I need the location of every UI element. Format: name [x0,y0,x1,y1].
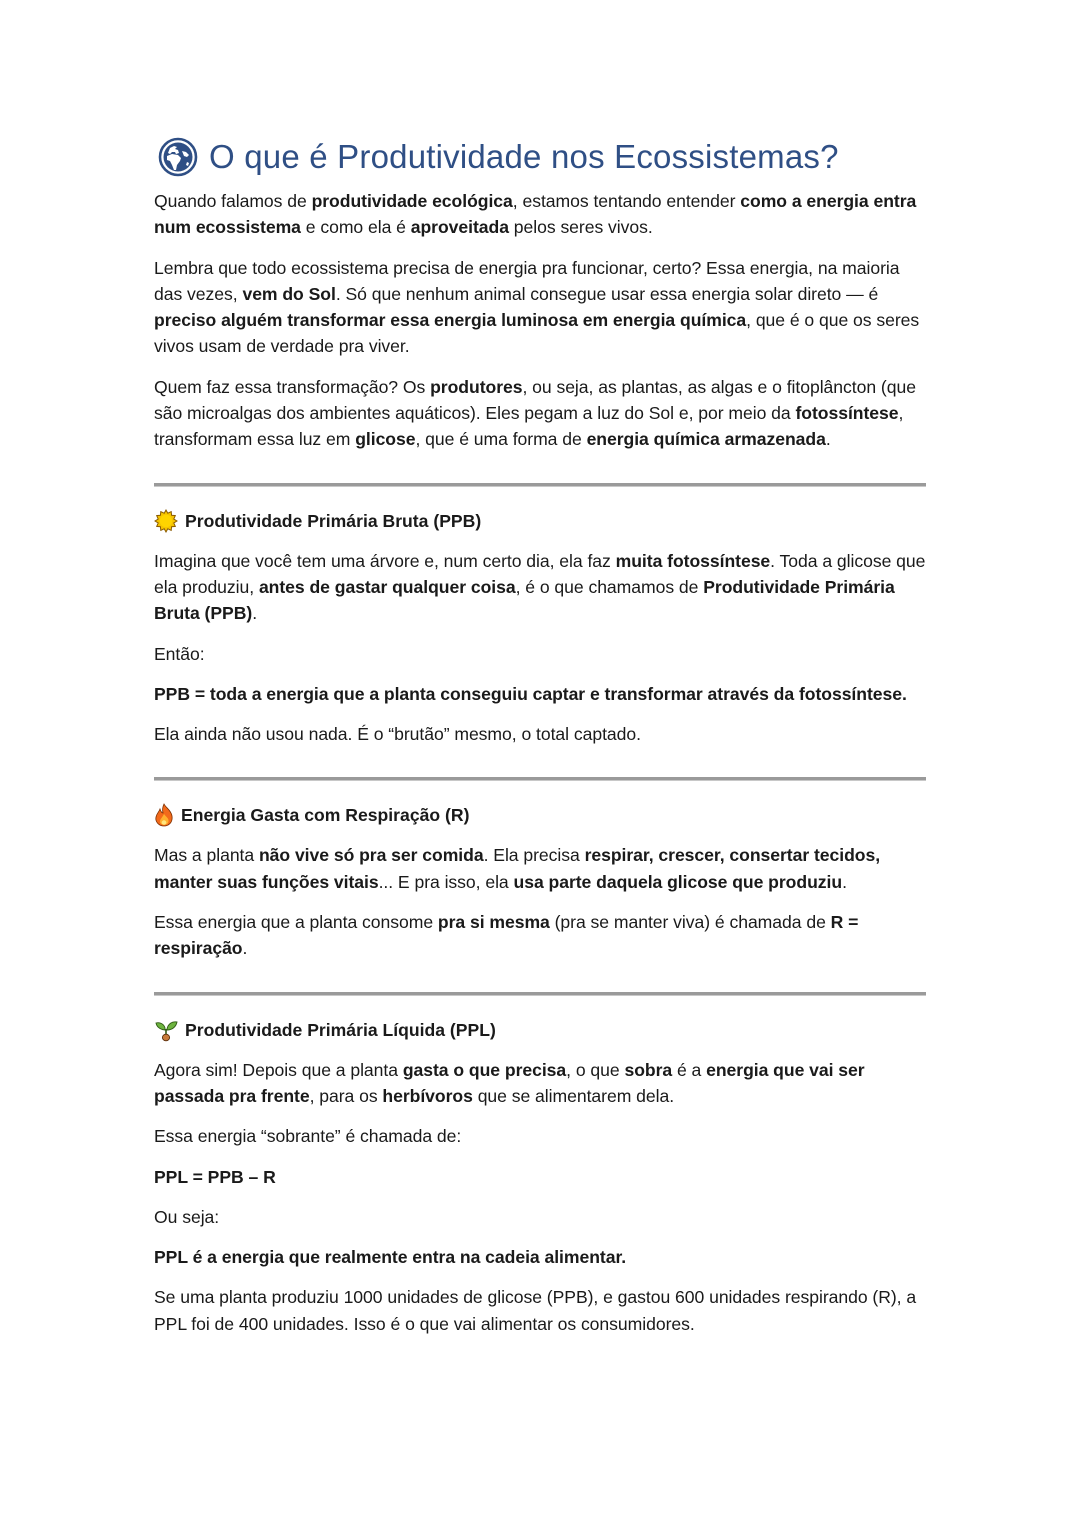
section-heading-ppb [154,508,926,534]
globe-africa-icon [158,137,198,177]
section-heading-respiration [154,802,926,828]
title-row [154,132,926,182]
section-divider [154,483,926,487]
respiration-paragraph-1: Mas a planta não vive só pra ser comida. Ela precisa respirar, crescer, consertar tecidos, manter suas funções vitais... E pra isso, ela usa parte daquela glicose que produziu. [154,845,881,892]
document-page [154,132,926,1351]
seedling-icon [154,1018,178,1042]
page-title: O que é Produtividade nos Ecossistemas? [209,138,839,175]
ppl-paragraph-1: Agora sim! Depois que a planta gasta o que precisa, o que sobra é a energia que vai ser passada pra frente, para os herbívoros que se alimentarem dela. [154,1059,865,1106]
section-heading-ppl [154,1017,926,1043]
ppl-paragraph-3: Ou seja: [154,1206,220,1227]
sun-icon [154,509,178,533]
section-heading-text: Produtividade Primária Líquida (PPL) [185,1019,496,1040]
section-ppb [154,508,926,748]
intro-paragraph-3: Quem faz essa transformação? Os produtores, ou seja, as plantas, as algas e o fitoplâncton (que são microalgas dos ambientes aquáticos). Eles pegam a luz do Sol e, por meio da fotossíntese, transformam essa luz em glicose, que é uma forma de energia química armazenada. [154,376,916,450]
section-heading-text: Energia Gasta com Respiração (R) [181,805,470,826]
ppl-formula: PPL = PPB – R [154,1166,276,1187]
ppl-definition: PPL é a energia que realmente entra na cadeia alimentar. [154,1247,627,1268]
ppb-paragraph-1: Imagina que você tem uma árvore e, num certo dia, ela faz muita fotossíntese. Toda a glicose que ela produziu, antes de gastar qualquer coisa, é o que chamamos de Produtividade Primária Bruta (PPB). [154,550,926,624]
section-divider [154,777,926,781]
section-ppl [154,1017,926,1337]
intro-paragraph-1: Quando falamos de produtividade ecológica, estamos tentando entender como a energia entra num ecossistema e como ela é aproveitada pelos seres vivos. [154,191,917,238]
fire-icon [154,803,174,827]
ppb-formula: PPB = toda a energia que a planta conseguiu captar e transformar através da fotossíntese. [154,683,907,704]
section-heading-text: Produtividade Primária Bruta (PPB) [185,510,482,531]
section-divider [154,992,926,996]
respiration-paragraph-2: Essa energia que a planta consome pra si mesma (pra se manter viva) é chamada de R = respiração. [154,912,859,959]
ppl-paragraph-2: Essa energia “sobrante” é chamada de: [154,1126,462,1147]
ppl-example: Se uma planta produziu 1000 unidades de glicose (PPB), e gastou 600 unidades respirando (R), a PPL foi de 400 unidades. Isso é o que vai alimentar os consumidores. [154,1287,917,1334]
intro-paragraph-2: Lembra que todo ecossistema precisa de energia pra funcionar, certo? Essa energia, na maioria das vezes, vem do Sol. Só que nenhum animal consegue usar essa energia solar direto — é preciso alguém transformar essa energia luminosa em energia química, que é o que os seres vivos usam de verdade pra viver. [154,257,920,357]
section-respiration [154,802,926,961]
ppb-paragraph-2: Então: [154,643,205,664]
ppb-paragraph-3: Ela ainda não usou nada. É o “brutão” mesmo, o total captado. [154,724,641,745]
